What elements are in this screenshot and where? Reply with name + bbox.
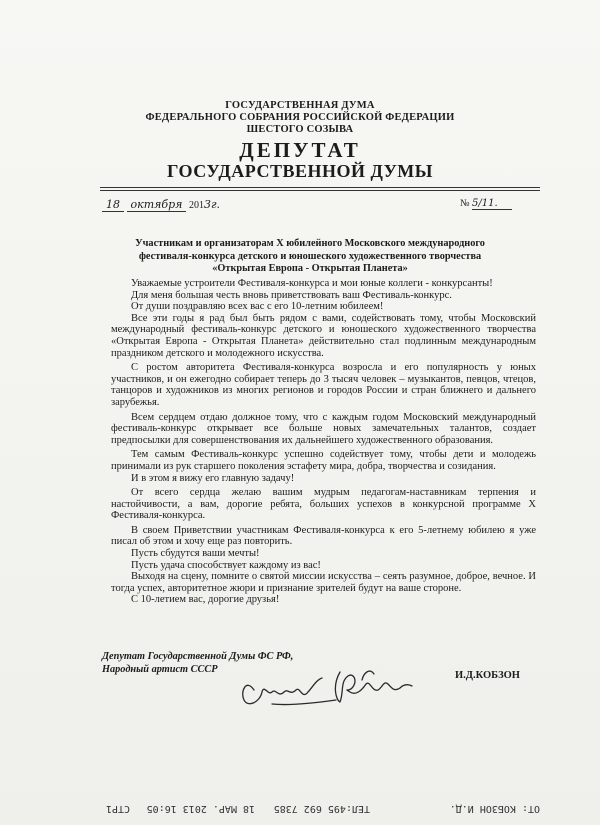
- addressee-line-2: фестиваля-конкурса детского и юношеского художественного творчества: [138, 250, 482, 262]
- body-paragraph: В своем Приветствии участникам Фестиваля-конкурса к его 5-летнему юбилею я уже писал об этом и хочу еще раз повторить.: [111, 524, 536, 548]
- handwritten-signature: [232, 662, 432, 712]
- body-paragraph: От души поздравляю всех вас с его 10-летним юбилеем!: [131, 301, 384, 313]
- date-number-row: [0, 198, 600, 218]
- letterhead-title-deputy: ДЕПУТАТ: [239, 138, 361, 162]
- addressee-line-1: Участникам и организаторам Х юбилейного Московского международного: [135, 238, 485, 249]
- number-label: №: [460, 198, 470, 209]
- signatory-position-line-2: Народный артист СССР: [102, 664, 218, 675]
- letterhead-line-1: ГОСУДАРСТВЕННАЯ ДУМА: [225, 100, 375, 111]
- body-paragraph: Всем сердцем отдаю должное тому, что с каждым годом Московский международный фестиваль-конкурс открывает все больше новых замечательных талантов, создает предпосылки для совершенствования их дальнейшего художественного образования.: [111, 411, 536, 446]
- fax-from: ОТ: КОБЗОН И.Д.: [449, 803, 540, 814]
- body-paragraph: С ростом авторитета Фестиваля-конкурса возросла и его популярность у юных участников, и он ежегодно собирает теперь до 3 тысяч человек – музыкантов, певцов, чтецов, танцоров и художников из многих регионов и городов России и стран ближнего и дальнего зарубежья.: [111, 362, 536, 408]
- body-paragraph: И в этом я вижу его главную задачу!: [131, 472, 295, 484]
- letterhead-line-3: ШЕСТОГО СОЗЫВА: [246, 124, 354, 135]
- letter-number: [460, 198, 512, 210]
- letterhead-title-duma: ГОСУДАРСТВЕННОЙ ДУМЫ: [167, 161, 433, 181]
- body-paragraph: С 10-летием вас, дорогие друзья!: [131, 594, 280, 606]
- fax-header-strip: [0, 798, 600, 814]
- fax-datetime: 18 МАР. 2013 16:05: [146, 803, 255, 814]
- body-paragraph: Все эти годы я рад был быть рядом с вами, содействовать тому, чтобы Московский международный фестиваль-конкурс детского и юношеского художественного творчества «Открытая Европа - Открытая Планета» действительно стал подлинным международным праздником детского и молодежного искусства.: [111, 312, 536, 359]
- letterhead-divider-thin: [100, 190, 540, 191]
- body-paragraph: Уважаемые устроители Фестиваля-конкурса и мои юные коллеги - конкурсанты!: [131, 278, 493, 289]
- addressee-block: [110, 238, 510, 276]
- date-day: 18: [102, 198, 124, 212]
- body-paragraph: Пусть удача способствует каждому из вас!: [131, 559, 321, 571]
- date-year-prefix: 201: [188, 200, 204, 211]
- signatory-position-line-1: Депутат Государственной Думы ФС РФ,: [102, 651, 294, 662]
- body-paragraph: Пусть сбудутся ваши мечты!: [131, 548, 260, 560]
- addressee-line-3: «Открытая Европа - Открытая Планета»: [212, 263, 408, 274]
- letterhead: [0, 100, 600, 181]
- number-value: 5/11.: [472, 198, 512, 210]
- letterhead-line-2: ФЕДЕРАЛЬНОГО СОБРАНИЯ РОССИЙСКОЙ ФЕДЕРАЦИИ: [145, 112, 455, 123]
- body-paragraph: От всего сердца желаю вашим мудрым педагогам-наставникам терпения и настойчивости, а вам, дорогие ребята, больших успехов в конкурсной программе Х Фестиваля-конкурса.: [111, 487, 536, 522]
- fax-phone: ТЕЛ:495 692 7385: [273, 803, 370, 814]
- body-paragraph: Тем самым Фестиваль-конкурс успешно содействует тому, чтобы дети и молодежь принимали из рук старшего поколения эстафету мира, добра, творчества и созидания.: [111, 449, 536, 472]
- signatory-name: И.Д.КОБЗОН: [455, 670, 520, 681]
- body-paragraph: Для меня большая честь вновь приветствовать ваш Фестиваль-конкурс.: [131, 289, 452, 301]
- fax-page: СТР1: [105, 803, 130, 814]
- letter-body: [111, 278, 536, 606]
- body-paragraph: Выходя на сцену, помните о святой миссии искусства – сеять разумное, доброе, вечное. И тогда успех, авторитетное жюри и признание зрителей будут на ваше стороне.: [111, 571, 536, 594]
- date-month: октября: [127, 198, 187, 212]
- letterhead-divider-thick: [100, 187, 540, 188]
- letter-date: [102, 198, 220, 212]
- date-year-suffix: 3г.: [203, 198, 221, 211]
